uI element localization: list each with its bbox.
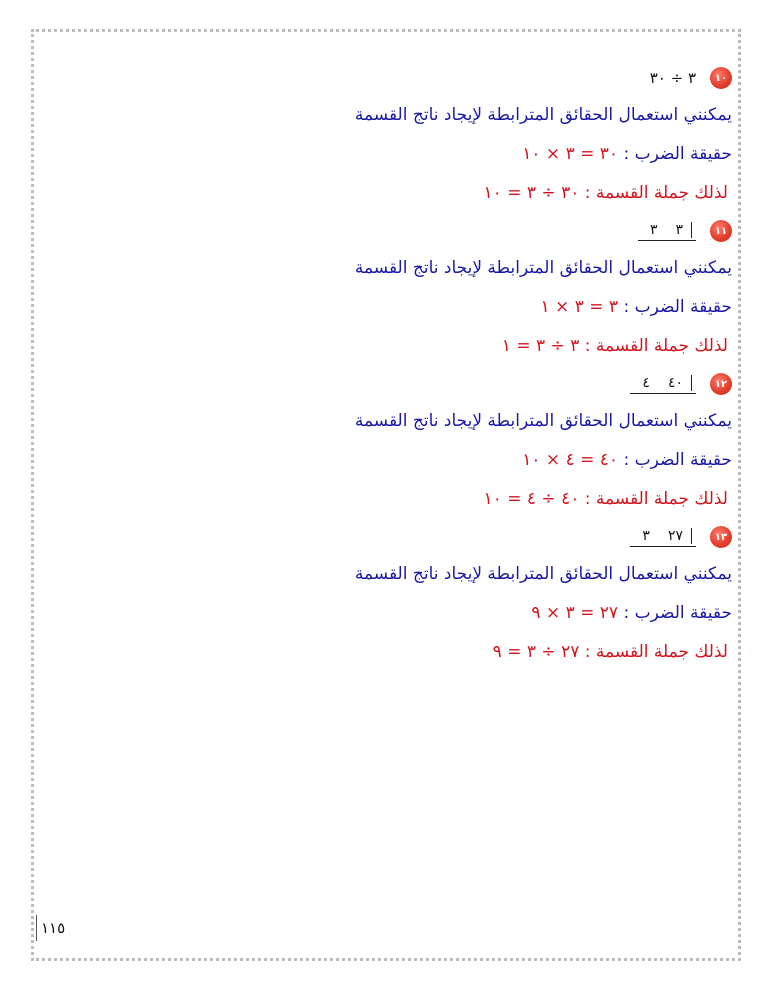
problem-13 [212, 519, 732, 672]
problem-header [212, 213, 732, 249]
intro-text: يمكنني استعمال الحقائق المترابطة لإيجاد ناتج القسمة [354, 258, 732, 278]
page-number: ١١٥ [36, 915, 65, 941]
fact-label: حقيقة الضرب : [623, 603, 732, 623]
multiplication-fact [212, 441, 732, 480]
sentence-value: ٤٠ ÷ ٤ = ١٠ [483, 489, 580, 509]
multiplication-fact [212, 288, 732, 327]
problem-header [212, 60, 732, 96]
problem-number-badge: ١٢ [710, 373, 732, 395]
sentence-label: لذلك جملة القسمة : [584, 336, 728, 356]
multiplication-fact [212, 135, 732, 174]
fact-value: ٣ = ٣ × ١ [540, 297, 619, 317]
fact-label: حقيقة الضرب : [623, 297, 732, 317]
divisor: ٣ [642, 527, 650, 544]
dividend: ٢٧ [662, 528, 692, 544]
dividend: ٤٠ [662, 375, 692, 391]
fact-value: ٢٧ = ٣ × ٩ [531, 603, 619, 623]
fact-value: ٤٠ = ٤ × ١٠ [522, 450, 619, 470]
sentence-value: ٢٧ ÷ ٣ = ٩ [492, 642, 580, 662]
multiplication-fact [212, 594, 732, 633]
fact-value: ٣٠ = ٣ × ١٠ [522, 144, 619, 164]
dividend: ٣ [669, 222, 692, 238]
sentence-label: لذلك جملة القسمة : [584, 489, 728, 509]
problem-12 [212, 366, 732, 519]
long-division-symbol [638, 222, 696, 241]
division-sentence [212, 327, 732, 366]
problem-number-badge: ١٣ [710, 526, 732, 548]
problem-10 [212, 60, 732, 213]
division-expression: ٣ ÷ ٣٠ [649, 69, 696, 87]
problem-header [212, 519, 732, 555]
problem-number-badge: ١٠ [710, 67, 732, 89]
sentence-value: ٣٠ ÷ ٣ = ١٠ [483, 183, 580, 203]
long-division-symbol [630, 528, 696, 547]
problem-number-badge: ١١ [710, 220, 732, 242]
divisor: ٤ [642, 374, 650, 391]
division-sentence [212, 480, 732, 519]
solutions-content [212, 60, 732, 672]
intro-text: يمكنني استعمال الحقائق المترابطة لإيجاد ناتج القسمة [354, 105, 732, 125]
sentence-label: لذلك جملة القسمة : [584, 642, 728, 662]
problem-header [212, 366, 732, 402]
sentence-label: لذلك جملة القسمة : [584, 183, 728, 203]
fact-label: حقيقة الضرب : [623, 450, 732, 470]
long-division-symbol [630, 375, 696, 394]
division-sentence [212, 633, 732, 672]
problem-11 [212, 213, 732, 366]
divisor: ٣ [649, 221, 658, 238]
intro-text: يمكنني استعمال الحقائق المترابطة لإيجاد ناتج القسمة [354, 411, 732, 431]
intro-text: يمكنني استعمال الحقائق المترابطة لإيجاد ناتج القسمة [354, 564, 732, 584]
division-sentence [212, 174, 732, 213]
fact-label: حقيقة الضرب : [623, 144, 732, 164]
sentence-value: ٣ ÷ ٣ = ١ [501, 336, 580, 356]
